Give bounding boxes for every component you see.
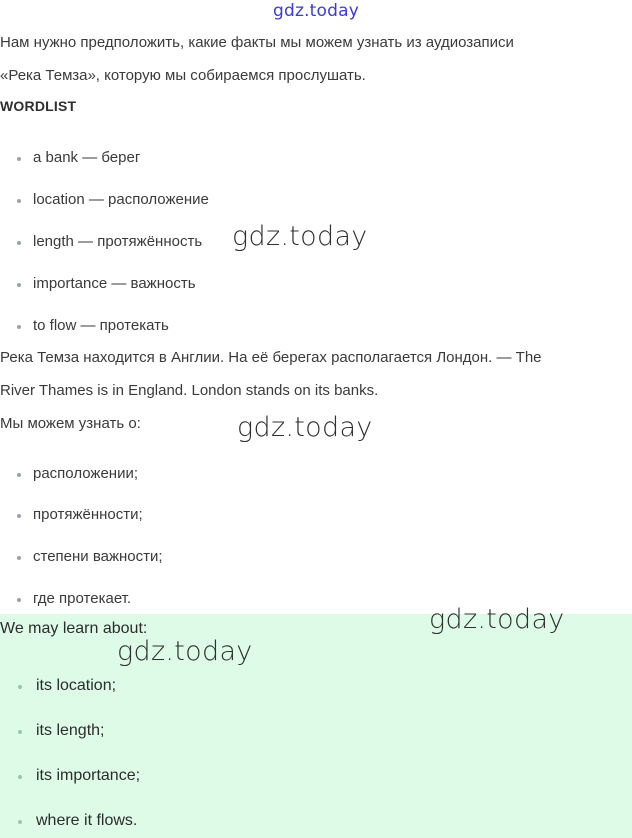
watermark: gdz.today bbox=[237, 412, 373, 443]
bullet-icon bbox=[17, 514, 21, 518]
list-item-text: расположении; bbox=[33, 465, 138, 482]
watermark: gdz.today bbox=[117, 636, 253, 667]
list-item-text: a bank — берег bbox=[33, 149, 141, 166]
example-line-2: River Thames is in England. London stands on its banks. bbox=[0, 382, 379, 399]
bullet-icon bbox=[17, 241, 21, 245]
wordlist-heading: WORDLIST bbox=[0, 98, 77, 114]
intro-line-1: Нам нужно предположить, какие факты мы можем узнать из аудиозаписи bbox=[0, 34, 514, 51]
bullet-icon bbox=[17, 157, 21, 161]
bullet-icon bbox=[18, 820, 22, 824]
watermark: gdz.today bbox=[232, 221, 368, 252]
list-item-text: to flow — протекать bbox=[33, 317, 169, 334]
bullet-icon bbox=[17, 556, 21, 560]
list-item-text: importance — важность bbox=[33, 275, 196, 292]
example-line-1: Река Темза находится в Англии. На её берегах располагается Лондон. — The bbox=[0, 349, 542, 366]
list-item-text: its location; bbox=[36, 677, 117, 694]
bullet-icon bbox=[18, 775, 22, 779]
bullet-icon bbox=[18, 685, 22, 689]
bullet-icon bbox=[18, 730, 22, 734]
list-item-text: где протекает. bbox=[33, 590, 132, 607]
list-item-text: where it flows. bbox=[36, 812, 138, 829]
bullet-icon bbox=[17, 283, 21, 287]
learn-ru-intro: Мы можем узнать о: bbox=[0, 415, 141, 432]
bullet-icon bbox=[17, 598, 21, 602]
learn-en-intro: We may learn about: bbox=[0, 620, 148, 637]
list-item-text: its length; bbox=[36, 722, 105, 739]
intro-line-2: «Река Темза», которую мы собираемся прослушать. bbox=[0, 67, 366, 84]
list-item-text: location — расположение bbox=[33, 191, 209, 208]
list-item-text: its importance; bbox=[36, 767, 141, 784]
bullet-icon bbox=[17, 473, 21, 477]
list-item-text: length — протяжённость bbox=[33, 233, 203, 250]
list-item-text: степени важности; bbox=[33, 548, 163, 565]
watermark: gdz.today bbox=[429, 604, 565, 635]
bullet-icon bbox=[17, 199, 21, 203]
bullet-icon bbox=[17, 325, 21, 329]
header-watermark: gdz.today bbox=[272, 1, 360, 21]
list-item-text: протяжённости; bbox=[33, 506, 143, 523]
